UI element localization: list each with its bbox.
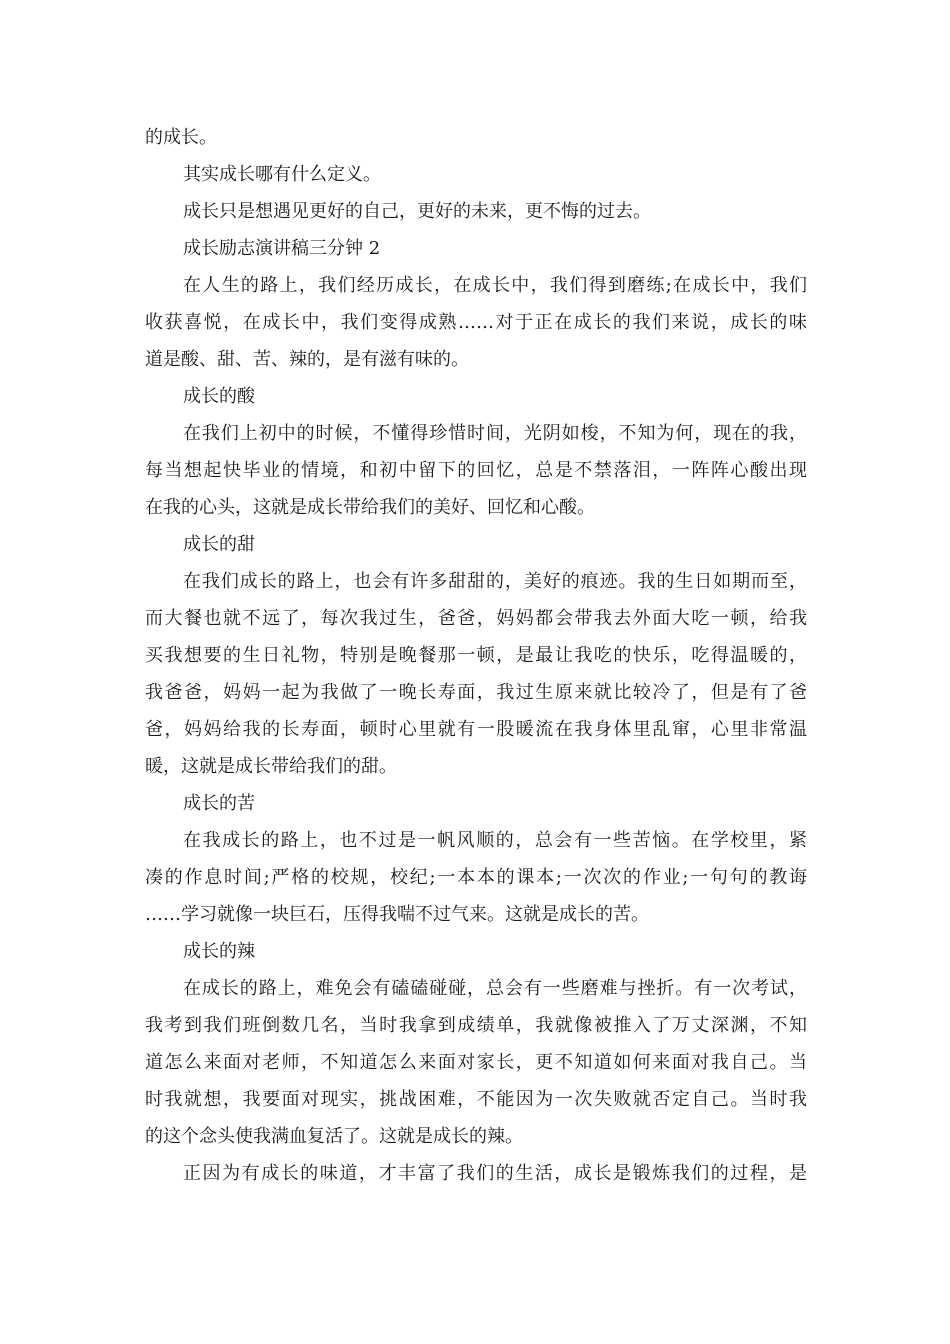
paragraph-first-line: 成长的辣 xyxy=(183,941,255,962)
text-line: 爸，妈妈给我的长寿面，顿时心里就有一股暖流在我身体里乱窜，心里非常温 xyxy=(145,719,807,740)
paragraph-first-line: 成长的苦 xyxy=(183,793,255,814)
paragraph-first-line: 成长只是想遇见更好的自己，更好的未来，更不悔的过去。 xyxy=(183,201,651,222)
text-line: 的成长。 xyxy=(145,127,217,148)
paragraph-first-line: 成长的甜 xyxy=(183,534,255,555)
paragraph-first-line: 在我们上初中的时候，不懂得珍惜时间，光阴如梭，不知为何，现在的我， xyxy=(183,423,807,444)
text-line: 我爸爸，妈妈一起为我做了一晚长寿面，我过生原来就比较冷了，但是有了爸 xyxy=(145,682,807,703)
text-line: 在我的心头，这就是成长带给我们的美好、回忆和心酸。 xyxy=(145,497,595,518)
paragraph-first-line: 在人生的路上，我们经历成长，在成长中，我们得到磨练;在成长中，我们 xyxy=(183,275,807,296)
paragraph-first-line: 在我们成长的路上，也会有许多甜甜的，美好的痕迹。我的生日如期而至， xyxy=(183,571,807,592)
text-line: 每当想起快毕业的情境，和初中留下的回忆，总是不禁落泪，一阵阵心酸出现 xyxy=(145,460,807,481)
paragraph-first-line: 在成长的路上，难免会有磕磕碰碰，总会有一些磨难与挫折。有一次考试， xyxy=(183,978,807,999)
text-line: 凑的作息时间;严格的校规，校纪;一本本的课本;一次次的作业;一句句的教诲 xyxy=(145,867,807,888)
text-line: 收获喜悦，在成长中，我们变得成熟……对于正在成长的我们来说，成长的味 xyxy=(145,312,807,333)
text-line: 的这个念头使我满血复活了。这就是成长的辣。 xyxy=(145,1126,523,1147)
paragraph-first-line: 在我成长的路上，也不过是一帆风顺的，总会有一些苦恼。在学校里，紧 xyxy=(183,830,807,851)
document-body xyxy=(145,119,807,1192)
text-line: 时我就想，我要面对现实，挑战困难，不能因为一次失败就否定自己。当时我 xyxy=(145,1089,807,1110)
text-line: 道怎么来面对老师，不知道怎么来面对家长，更不知道如何来面对我自己。当 xyxy=(145,1052,807,1073)
text-line: 暖，这就是成长带给我们的甜。 xyxy=(145,756,397,777)
text-line: 道是酸、甜、苦、辣的，是有滋有味的。 xyxy=(145,349,469,370)
text-line: 而大餐也就不远了，每次我过生，爸爸，妈妈都会带我去外面大吃一顿，给我 xyxy=(145,608,807,629)
paragraph-first-line: 成长励志演讲稿三分钟 2 xyxy=(183,238,381,259)
paragraph-first-line: 正因为有成长的味道，才丰富了我们的生活，成长是锻炼我们的过程，是 xyxy=(183,1163,807,1184)
paragraph-first-line: 其实成长哪有什么定义。 xyxy=(183,164,381,185)
text-line: 我考到我们班倒数几名，当时我拿到成绩单，我就像被推入了万丈深渊，不知 xyxy=(145,1015,807,1036)
paragraph-first-line: 成长的酸 xyxy=(183,386,255,407)
text-line: ……学习就像一块巨石，压得我喘不过气来。这就是成长的苦。 xyxy=(145,904,649,925)
text-line: 买我想要的生日礼物，特别是晚餐那一顿，是最让我吃的快乐，吃得温暖的， xyxy=(145,645,807,666)
